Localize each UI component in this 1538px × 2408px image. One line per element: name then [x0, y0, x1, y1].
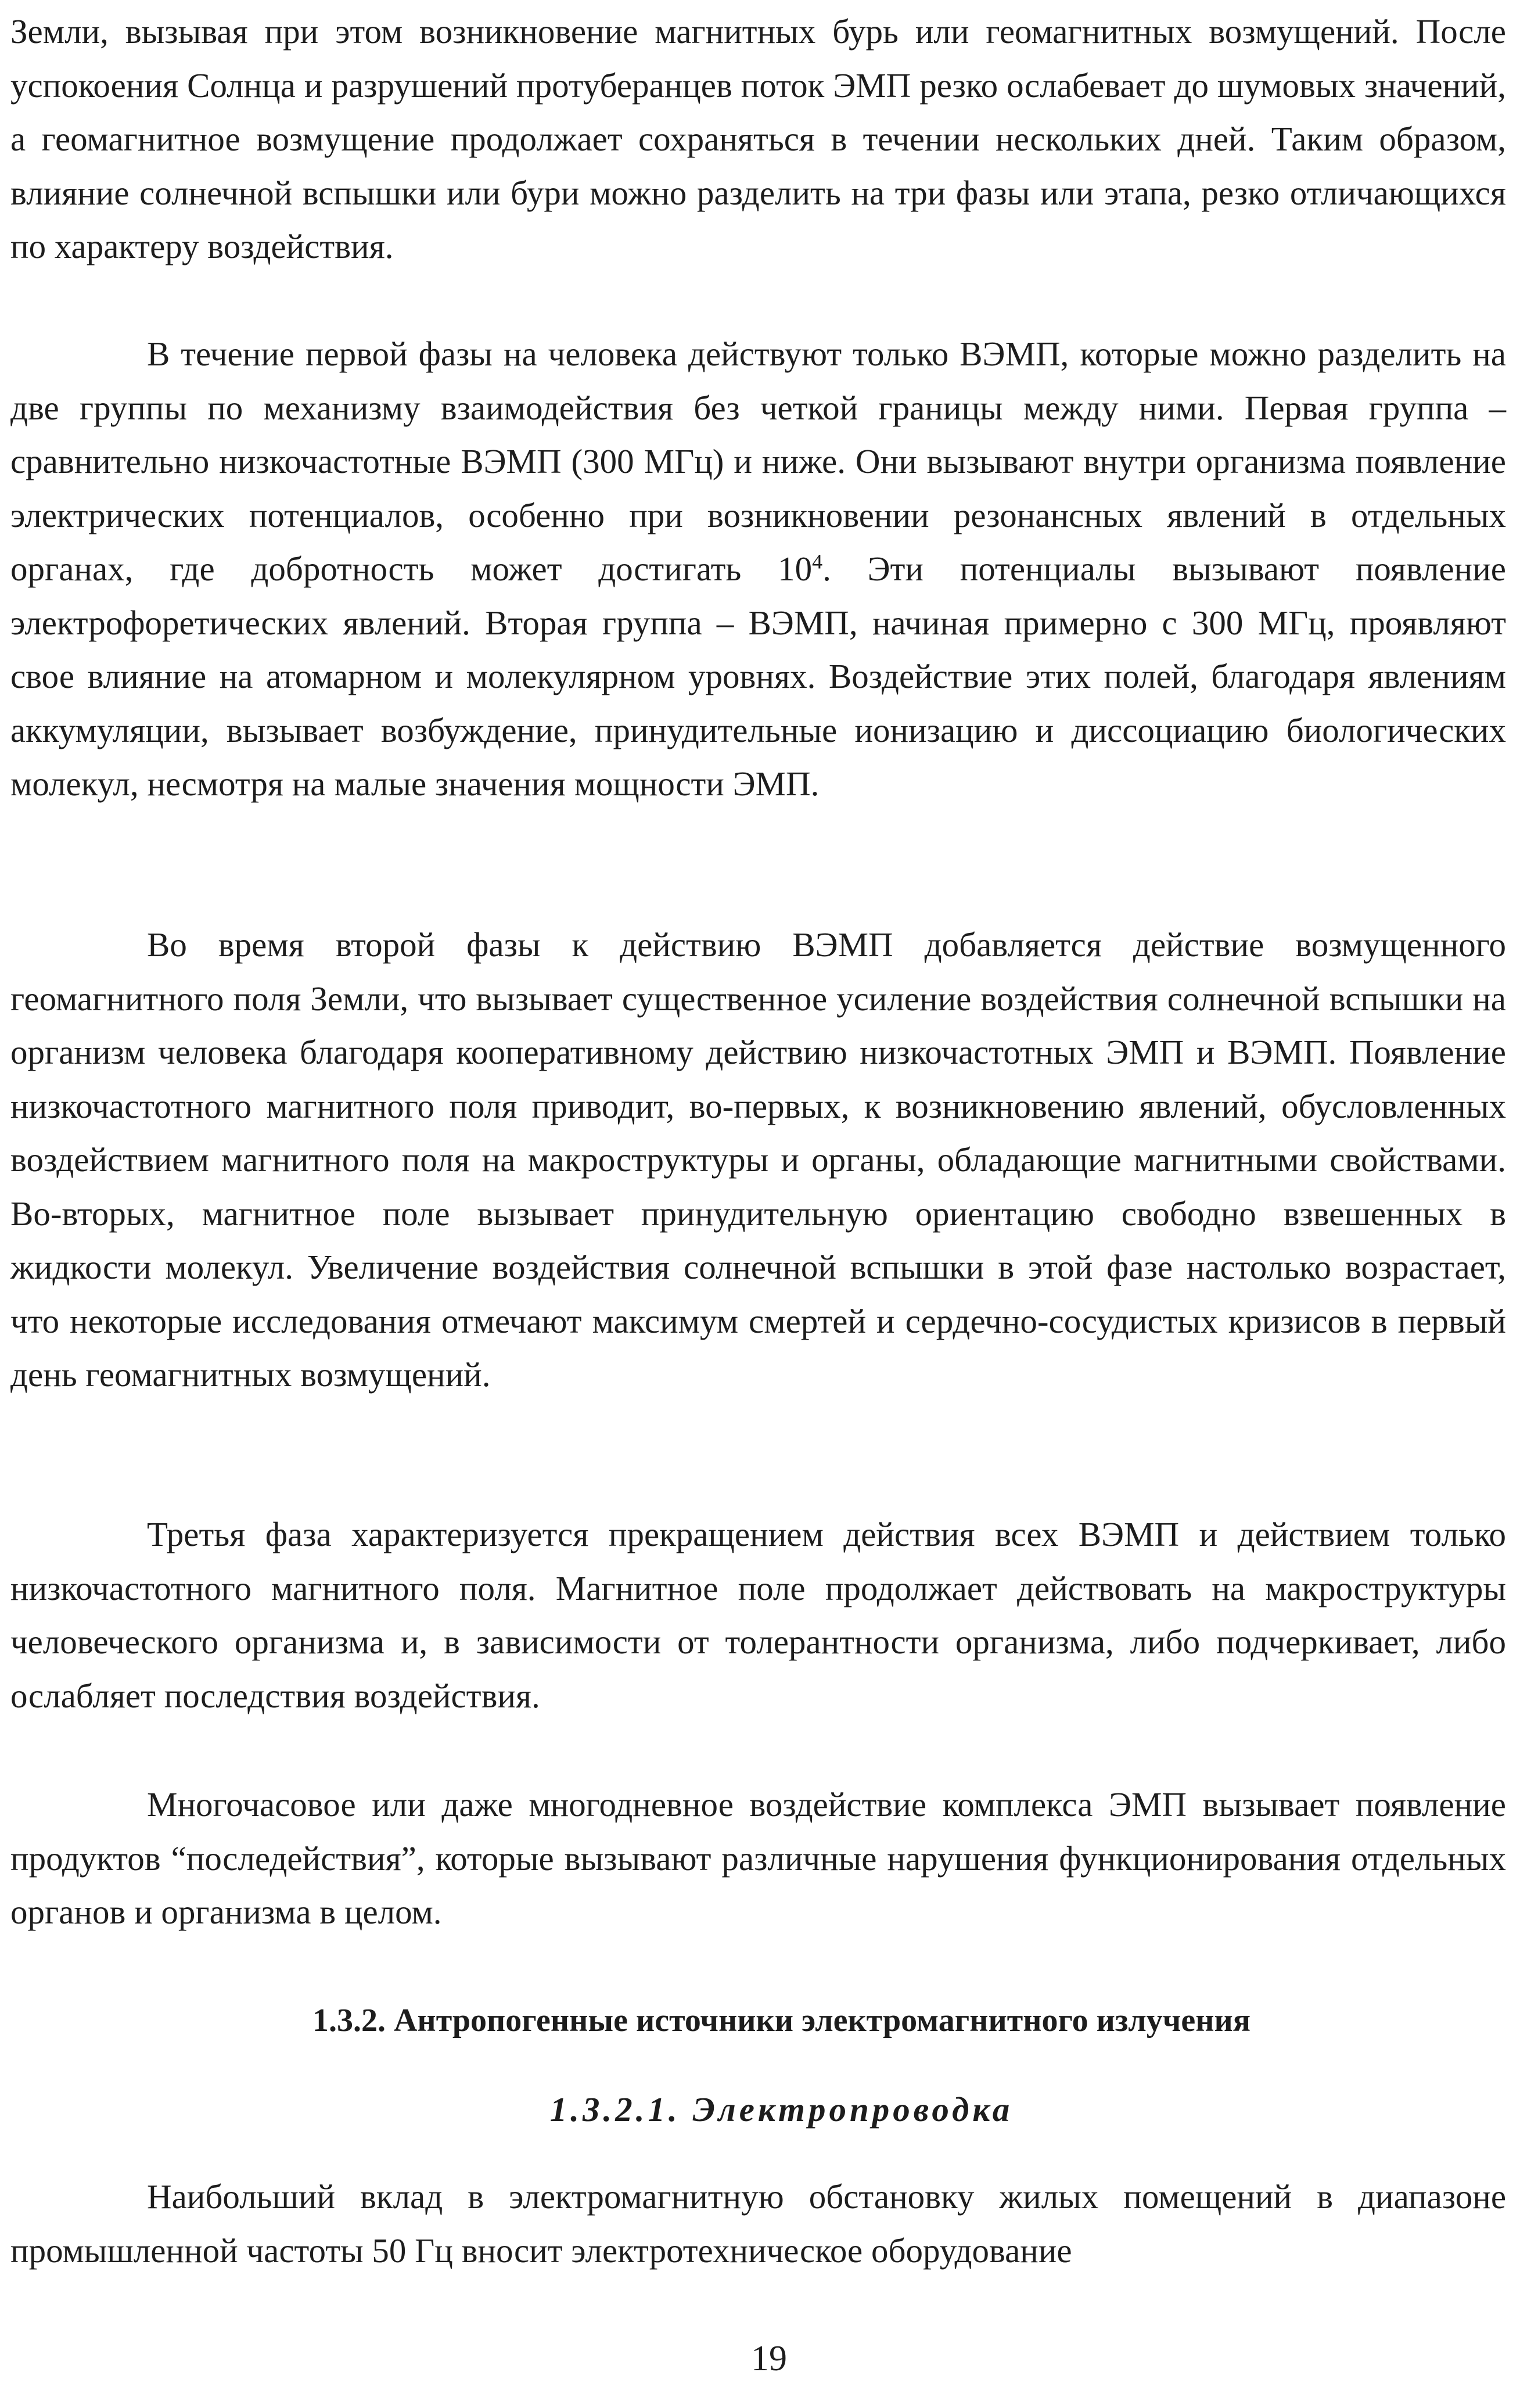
- paragraph-first-phase-part1: В течение первой фазы на человека действуют только ВЭМП, которые можно разделить на две группы по механизму взаимодействия без четкой границы между ними. Первая группа – сравнительно низкочастотные ВЭМП (300 МГц) и ниже. Они вызывают внутри организма появление электрических потенциалов, особенно при возникновении резонансных явлений в отдельных органах, где добротность может достигать 10: [10, 335, 1506, 588]
- paragraph-first-phase: [10, 327, 1506, 811]
- page-number: 19: [751, 2339, 787, 2378]
- paragraph-wiring: Наибольший вклад в электромагнитную обстановку жилых помещений в диапазоне промышленной частоты 50 Гц вносит электротехническое оборудование: [10, 2177, 1506, 2270]
- paragraph-third-phase: Третья фаза характеризуется прекращением действия всех ВЭМП и действием только низкочастотного магнитного поля. Магнитное поле продолжает действовать на макроструктуры человеческого организма и, в зависимости от толерантности организма, либо подчеркивает, либо ослабляет последствия воздействия.: [10, 1515, 1506, 1715]
- section-heading: 1.3.2. Антропогенные источники электромагнитного излучения: [312, 2003, 1251, 2039]
- paragraph-solar-flare-phases: Земли, вызывая при этом возникновение магнитных бурь или геомагнитных возмущений. После успокоения Солнца и разрушений протуберанцев поток ЭМП резко ослабевает до шумовых значений, а геомагнитное возмущение продолжает сохраняться в течении нескольких дней. Таким образом, влияние солнечной вспышки или бури можно разделить на три фазы или этапа, резко отличающихся по характеру воздействия.: [10, 12, 1506, 265]
- subsection-heading: 1.3.2.1. Электропроводка: [549, 2090, 1014, 2129]
- exponent-superscript: 4: [812, 550, 823, 573]
- paragraph-first-phase-part2: . Эти потенциалы вызывают появление электрофоретических явлений. Вторая группа – ВЭМП, начиная примерно с 300 МГц, проявляют свое влияние на атомарном и молекулярном уровнях. Воздействие этих полей, благодаря явлениям аккумуляции, вызывает возбуждение, принудительные ионизацию и диссоциацию биологических молекул, несмотря на малые значения мощности ЭМП.: [10, 550, 1506, 803]
- paragraph-second-phase: Во время второй фазы к действию ВЭМП добавляется действие возмущенного геомагнитного поля Земли, что вызывает существенное усиление воздействия солнечной вспышки на организм человека благодаря кооперативному действию низкочастотных ЭМП и ВЭМП. Появление низкочастотного магнитного поля приводит, во-первых, к возникновению явлений, обусловленных воздействием магнитного поля на макроструктуры и органы, обладающие магнитными свойствами. Во-вторых, магнитное поле вызывает принудительную ориентацию свободно взвешенных в жидкости молекул. Увеличение воздействия солнечной вспышки в этой фазе настолько возрастает, что некоторые исследования отмечают максимум смертей и сердечно-сосудистых кризисов в первый день геомагнитных возмущений.: [10, 925, 1506, 1394]
- paragraph-aftereffect: Многочасовое или даже многодневное воздействие комплекса ЭМП вызывает появление продуктов “последействия”, которые вызывают различные нарушения функционирования отдельных органов и организма в целом.: [10, 1785, 1506, 1931]
